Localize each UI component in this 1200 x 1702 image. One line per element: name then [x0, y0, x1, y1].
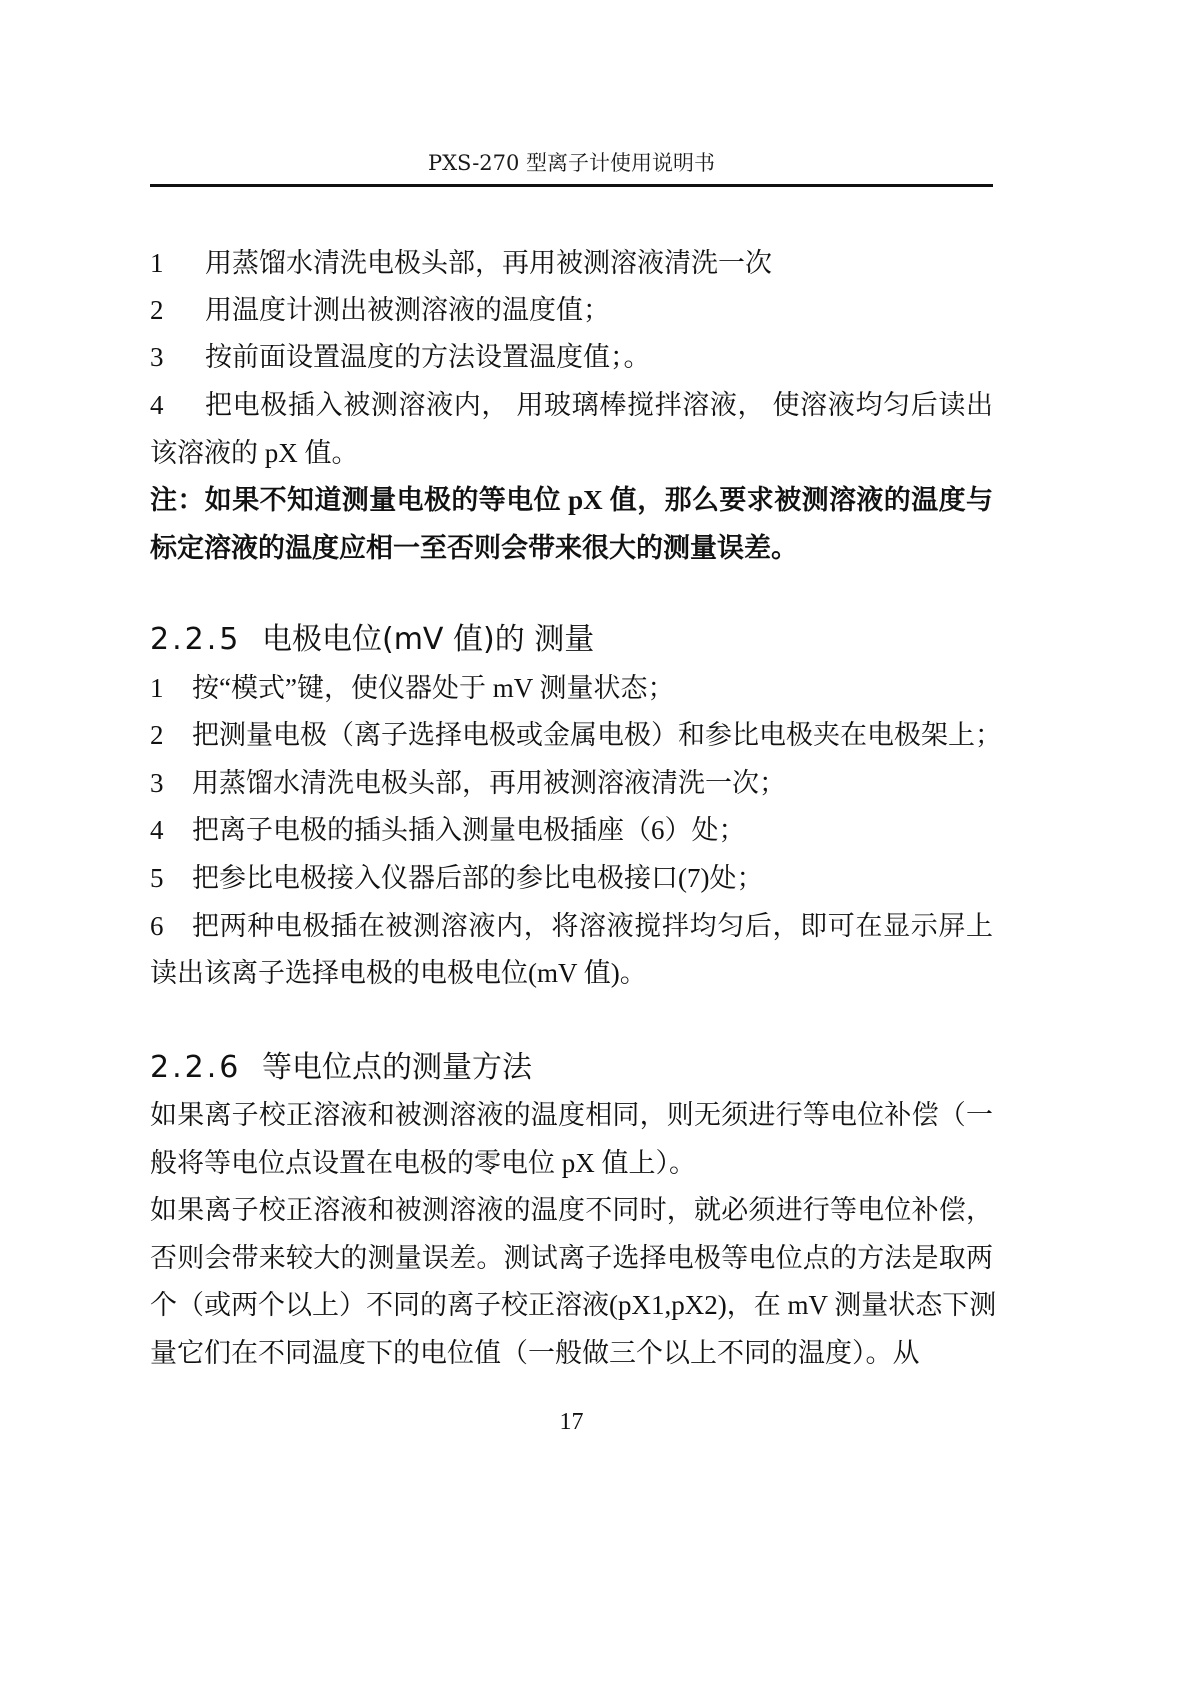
- running-header: PXS-270 型离子计使用说明书: [427, 151, 716, 175]
- step-text: 用温度计测出被测溶液的温度值；: [205, 295, 610, 325]
- step-number: 2: [150, 295, 164, 325]
- step-text: 把两种电极插在被测溶液内，将溶液搅拌均匀后，即可在显示屏上: [192, 911, 993, 941]
- s225-step-6-continuation: 读出该离子选择电极的电极电位(mV 值)。: [150, 958, 647, 988]
- step-text: 把参比电极接入仪器后部的参比电极接口(7)处；: [192, 863, 764, 893]
- s226-paragraph-line: 量它们在不同温度下的电位值（一般做三个以上不同的温度）。从: [150, 1338, 920, 1368]
- step-text: 按“模式”键，使仪器处于 mV 测量状态；: [192, 673, 675, 703]
- header-rule: [150, 184, 993, 187]
- section-heading-2-2-5: [150, 620, 993, 660]
- s225-step-3: [150, 765, 993, 801]
- step-number: 6: [150, 911, 164, 941]
- note-line-2: 标定溶液的温度应相一至否则会带来很大的测量误差。: [150, 533, 798, 563]
- section-number: 2.2.5: [150, 622, 242, 657]
- s226-paragraph-line: 般将等电位点设置在电极的零电位 pX 值上）。: [150, 1148, 696, 1178]
- section-number: 2.2.6: [150, 1050, 242, 1085]
- step-number: 2: [150, 720, 164, 750]
- s226-paragraph-line: 个（或两个以上）不同的离子校正溶液(pX1,pX2)，在 mV 测量状态下测: [150, 1290, 997, 1320]
- step-text: 用蒸馏水清洗电极头部，再用被测溶液清洗一次；: [192, 768, 786, 798]
- step-text: 把离子电极的插头插入测量电极插座（6）处；: [192, 815, 746, 845]
- intro-step-4: [150, 387, 993, 423]
- step-text: 用蒸馏水清洗电极头部，再用被测溶液清洗一次: [205, 248, 772, 278]
- intro-step-3: [150, 339, 993, 375]
- step-number: 4: [150, 815, 164, 845]
- s226-paragraph-line: 如果离子校正溶液和被测溶液的温度相同，则无须进行等电位补偿（一: [150, 1100, 993, 1130]
- step-number: 3: [150, 342, 164, 372]
- note-line-1: 注：如果不知道测量电极的等电位 pX 值，那么要求被测溶液的温度与: [150, 485, 993, 515]
- s226-paragraph-line: 如果离子校正溶液和被测溶液的温度不同时，就必须进行等电位补偿，: [150, 1195, 993, 1225]
- step-number: 1: [150, 673, 164, 703]
- section-title: 电极电位(mV 值)的 测量: [262, 622, 595, 657]
- step-number: 1: [150, 248, 164, 278]
- step-number: 3: [150, 768, 164, 798]
- intro-step-1: [150, 245, 993, 281]
- section-title: 等电位点的测量方法: [262, 1050, 532, 1085]
- step-text: 把电极插入被测溶液内， 用玻璃棒搅拌溶液， 使溶液均匀后读出: [205, 390, 993, 420]
- step-number: 4: [150, 390, 164, 420]
- s225-step-1: [150, 670, 993, 706]
- s225-step-4: [150, 812, 993, 848]
- intro-step-2: [150, 292, 993, 328]
- section-heading-2-2-6: [150, 1048, 993, 1088]
- s226-paragraph-line: 否则会带来较大的测量误差。测试离子选择电极等电位点的方法是取两: [150, 1243, 993, 1273]
- step-number: 5: [150, 863, 164, 893]
- step-text: 按前面设置温度的方法设置温度值；。: [205, 342, 651, 372]
- intro-step-4-continuation: 该溶液的 pX 值。: [150, 438, 359, 468]
- s225-step-5: [150, 860, 993, 896]
- s225-step-2: [150, 717, 1002, 753]
- page-number: 17: [559, 1409, 584, 1435]
- step-text: 把测量电极（离子选择电极或金属电极）和参比电极夹在电极架上；: [192, 720, 1002, 750]
- s225-step-6: [150, 908, 993, 944]
